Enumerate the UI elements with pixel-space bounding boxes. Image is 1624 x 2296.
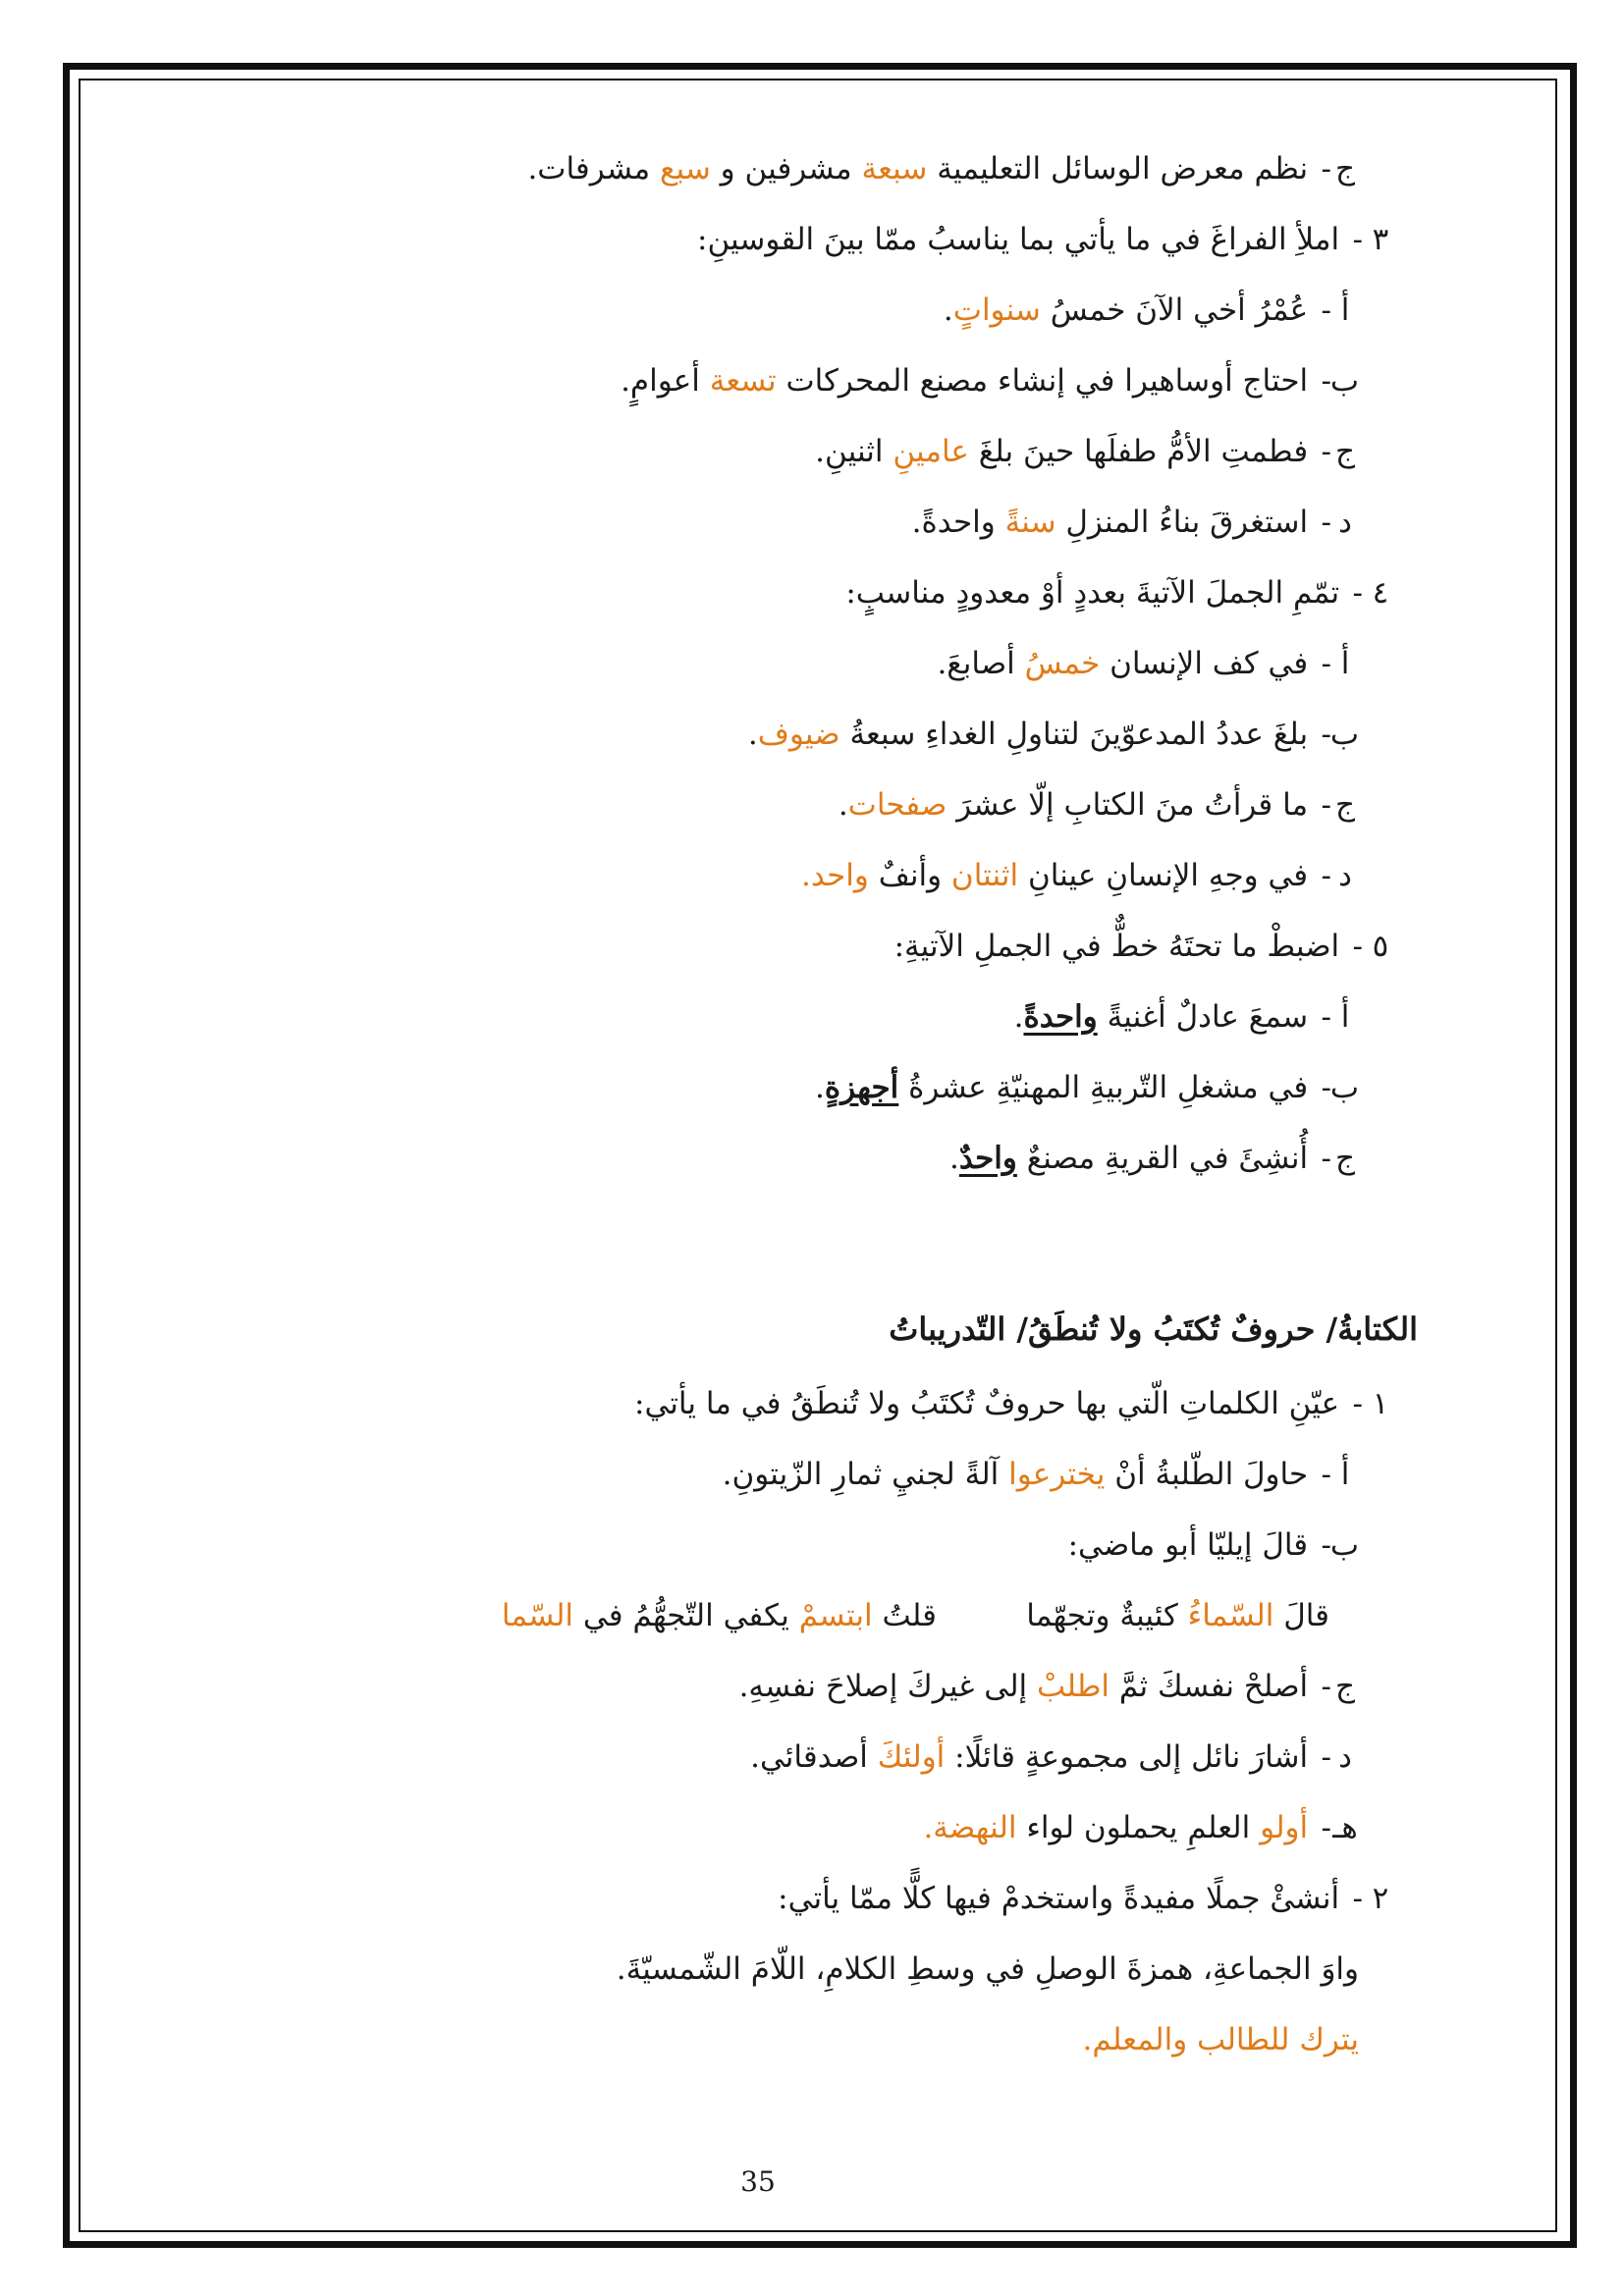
item-text: بلغَ عددُ المدعوّينَ لتناولِ الغداءِ سبعةُ xyxy=(849,717,1309,752)
item-letter: أ xyxy=(1340,646,1350,681)
exercise-prompt-text: أنشئْ جملًا مفيدةً واستخدمْ فيها كلًّا ممّا يأتي: xyxy=(778,1881,1340,1916)
item-text: في وجهِ الإنسانِ عينانِ xyxy=(1027,858,1309,893)
answer-word: خمسُ xyxy=(1024,646,1101,681)
item-letter: ج xyxy=(1334,1669,1355,1704)
list-item: أ- سمعَ عادلٌ أغنيةً واحدةً. xyxy=(118,995,1359,1039)
exercise-detail: واوَ الجماعةِ، همزةَ الوصلِ في وسطِ الكلامِ، اللّامَ الشّمسيّةَ. xyxy=(616,1951,1359,1987)
exercise-prompt-text: تمّمِ الجملَ الآتيةَ بعددٍ أوْ معدودٍ مناسبٍ: xyxy=(845,575,1340,611)
exercise-prompt: ٥- اضبطْ ما تحتَهُ خطٌّ في الجملِ الآتيةِ: xyxy=(118,925,1398,968)
item-text: أصابعَ. xyxy=(937,646,1015,681)
item-text: . xyxy=(1013,999,1024,1035)
answer-word: سنةً xyxy=(1004,505,1056,540)
item-text: سمعَ عادلٌ أغنيةً xyxy=(1107,999,1309,1035)
item-text: مشرفات. xyxy=(527,151,651,187)
item-text: حاولَ الطّلبةُ أنْ xyxy=(1114,1457,1309,1492)
answer-note: يترك للطالب والمعلم. xyxy=(1082,2022,1359,2057)
item-letter: ب xyxy=(1329,1070,1359,1105)
item-letter: هـ xyxy=(1332,1810,1358,1845)
item-text: مشرفين و xyxy=(720,151,852,187)
list-item: أ- حاولَ الطّلبةُ أنْ يخترعوا آلةً لجنيِ ثمارِ الزّيتونِ. xyxy=(118,1453,1359,1496)
item-text: . xyxy=(815,1070,825,1105)
poem-second-hemistich xyxy=(502,1594,937,1637)
item-letter: ب xyxy=(1329,363,1359,399)
answer-word: أولئكَ xyxy=(877,1739,946,1775)
item-text: فطمتِ الأمُّ طفلَها حينَ بلغَ xyxy=(978,434,1309,469)
list-item: ج- ما قرأتُ منَ الكتابِ إلّا عشرَ صفحات. xyxy=(118,783,1359,827)
exercise-number: ١ xyxy=(1372,1386,1389,1421)
item-text: أصدقائي. xyxy=(750,1739,868,1775)
exercise-number: ٣ xyxy=(1372,222,1389,257)
item-text: في مشغلِ التّربيةِ المهنيّةِ عشرةُ xyxy=(908,1070,1309,1105)
poem-text: كئيبةٌ وتجهّما xyxy=(1026,1598,1178,1633)
item-text: استغرقَ بناءُ المنزلِ xyxy=(1065,505,1309,540)
answer-word: يخترعوا xyxy=(1008,1457,1106,1492)
answer-word: النهضة. xyxy=(923,1810,1017,1845)
item-letter: أ xyxy=(1340,999,1350,1035)
item-text: واحدةً. xyxy=(911,505,996,540)
list-item: ج- أصلحْ نفسكَ ثمَّ اطلبْ إلى غيركَ إصلاحَ نفسِهِ. xyxy=(118,1665,1359,1708)
item-text: ما قرأتُ منَ الكتابِ إلّا عشرَ xyxy=(956,787,1309,823)
poem-text: قلتُ xyxy=(882,1598,937,1633)
exercise-prompt-text: املأِ الفراغَ في ما يأتي بما يناسبُ ممّا بينَ القوسينِ: xyxy=(697,222,1340,257)
answer-word: أولو xyxy=(1260,1810,1309,1845)
exercise-prompt-text: اضبطْ ما تحتَهُ خطٌّ في الجملِ الآتيةِ: xyxy=(893,929,1340,964)
section-heading: الكتابةُ/ حروفٌ تُكتَبُ ولا تُنطَقُ/ التّدريباتُ xyxy=(889,1310,1418,1348)
item-text: إلى غيركَ إصلاحَ نفسِهِ. xyxy=(738,1669,1028,1704)
item-letter: د xyxy=(1338,505,1352,540)
item-letter: د xyxy=(1338,858,1352,893)
exercise-number: ٥ xyxy=(1372,929,1389,964)
exercise-prompt: ١- عيّنِ الكلماتِ الّتي بها حروفٌ تُكتَبُ ولا تُنطَقُ في ما يأتي: xyxy=(118,1382,1398,1425)
item-text: . xyxy=(747,717,758,752)
list-item: هـ- أولو العلمِ يحملون لواء النهضة. xyxy=(118,1806,1359,1849)
answer-word: واحد. xyxy=(801,858,869,893)
item-text: اثنينِ. xyxy=(815,434,884,469)
item-text: عُمْرُ أخي الآنَ خمسُ xyxy=(1050,293,1309,328)
list-item: د- أشارَ نائل إلى مجموعةٍ قائلًا: أولئكَ أصدقائي. xyxy=(118,1735,1359,1779)
answer-word: السّما xyxy=(501,1598,574,1633)
exercise-prompt: ٣- املأِ الفراغَ في ما يأتي بما يناسبُ ممّا بينَ القوسينِ: xyxy=(118,218,1398,261)
poem-first-hemistich xyxy=(1026,1594,1329,1637)
item-letter: ج xyxy=(1334,434,1355,469)
item-text: أشارَ نائل إلى مجموعةٍ قائلًا: xyxy=(954,1739,1309,1775)
list-item: ب- في مشغلِ التّربيةِ المهنيّةِ عشرةُ أجهزةٍ. xyxy=(118,1066,1359,1109)
exercise-number: ٤ xyxy=(1372,575,1389,611)
item-text: وأنفٌ xyxy=(878,858,943,893)
answer-word: صفحات xyxy=(847,787,947,823)
poem-text: قالَ xyxy=(1283,1598,1329,1633)
item-text: أصلحْ نفسكَ ثمَّ xyxy=(1118,1669,1309,1704)
item-letter: ج xyxy=(1334,1141,1355,1176)
item-text: أُنشِئَ في القريةِ مصنعٌ xyxy=(1026,1141,1309,1176)
answer-word: السّماءُ xyxy=(1187,1598,1274,1633)
list-item: ب- بلغَ عددُ المدعوّينَ لتناولِ الغداءِ سبعةُ ضيوف. xyxy=(118,713,1359,756)
item-letter: د xyxy=(1338,1739,1352,1775)
item-letter: ب xyxy=(1329,1527,1359,1563)
answer-word: سبع xyxy=(659,151,711,187)
exercise-prompt-text: عيّنِ الكلماتِ الّتي بها حروفٌ تُكتَبُ ولا تُنطَقُ في ما يأتي: xyxy=(634,1386,1340,1421)
item-text: في كف الإنسان xyxy=(1110,646,1309,681)
answer-word: سبعة xyxy=(861,151,928,187)
item-letter: أ xyxy=(1340,1457,1350,1492)
answer-word: اثنتان xyxy=(950,858,1019,893)
list-item: ج- أُنشِئَ في القريةِ مصنعٌ واحدٌ. xyxy=(118,1137,1359,1180)
item-letter: ب xyxy=(1329,717,1359,752)
page-content xyxy=(118,137,1418,2198)
item-letter: أ xyxy=(1340,293,1350,328)
item-letter: ج xyxy=(1334,787,1355,823)
list-item: د- في وجهِ الإنسانِ عينانِ اثنتان وأنفٌ واحد. xyxy=(118,854,1359,897)
item-text: قالَ إيليّا أبو ماضي: xyxy=(1067,1527,1309,1563)
list-item: أ- في كف الإنسان خمسُ أصابعَ. xyxy=(118,642,1359,685)
item-text: . xyxy=(949,1141,959,1176)
item-text: احتاج أوساهيرا في إنشاء مصنع المحركات xyxy=(785,363,1309,399)
answer-word: ضيوف xyxy=(757,717,840,752)
item-text: نظم معرض الوسائل التعليمية xyxy=(937,151,1309,187)
list-item: أ- عُمْرُ أخي الآنَ خمسُ سنواتٍ. xyxy=(118,289,1359,332)
answer-word: ابتسمْ xyxy=(798,1598,873,1633)
page-number: 35 xyxy=(740,2165,776,2198)
underlined-word: واحدٌ xyxy=(958,1141,1017,1176)
item-text: آلةً لجنيِ ثمارِ الزّيتونِ. xyxy=(722,1457,1000,1492)
list-item: ب- احتاج أوساهيرا في إنشاء مصنع المحركات تسعة أعوامٍ. xyxy=(118,359,1359,402)
list-item: ج- فطمتِ الأمُّ طفلَها حينَ بلغَ عامينِ اثنينِ. xyxy=(118,430,1359,473)
list-item: ب- قالَ إيليّا أبو ماضي: xyxy=(118,1523,1359,1567)
item-text: . xyxy=(943,293,953,328)
exercise-prompt: ٢- أنشئْ جملًا مفيدةً واستخدمْ فيها كلًّا ممّا يأتي: xyxy=(118,1877,1398,1920)
underlined-word: أجهزةٍ xyxy=(824,1070,899,1105)
answer-word: عامينِ xyxy=(893,434,969,469)
item-text: العلمِ يحملون لواء xyxy=(1026,1810,1251,1845)
poem-text: يكفي التّجهُّمُ في xyxy=(582,1598,789,1633)
underlined-word: واحدةً xyxy=(1023,999,1098,1035)
item-text: . xyxy=(838,787,848,823)
answer-word: اطلبْ xyxy=(1037,1669,1110,1704)
item-text: أعوامٍ. xyxy=(621,363,700,399)
exercise-prompt: ٤- تمّمِ الجملَ الآتيةَ بعددٍ أوْ معدودٍ مناسبٍ: xyxy=(118,571,1398,614)
answer-word: سنواتٍ xyxy=(952,293,1041,328)
exercise-number: ٢ xyxy=(1372,1881,1389,1916)
list-item: د- استغرقَ بناءُ المنزلِ سنةً واحدةً. xyxy=(118,501,1359,544)
answer-word: تسعة xyxy=(709,363,777,399)
list-item: ج- نظم معرض الوسائل التعليمية سبعة مشرفين و سبع مشرفات. xyxy=(118,147,1359,190)
item-letter: ج xyxy=(1334,151,1355,187)
